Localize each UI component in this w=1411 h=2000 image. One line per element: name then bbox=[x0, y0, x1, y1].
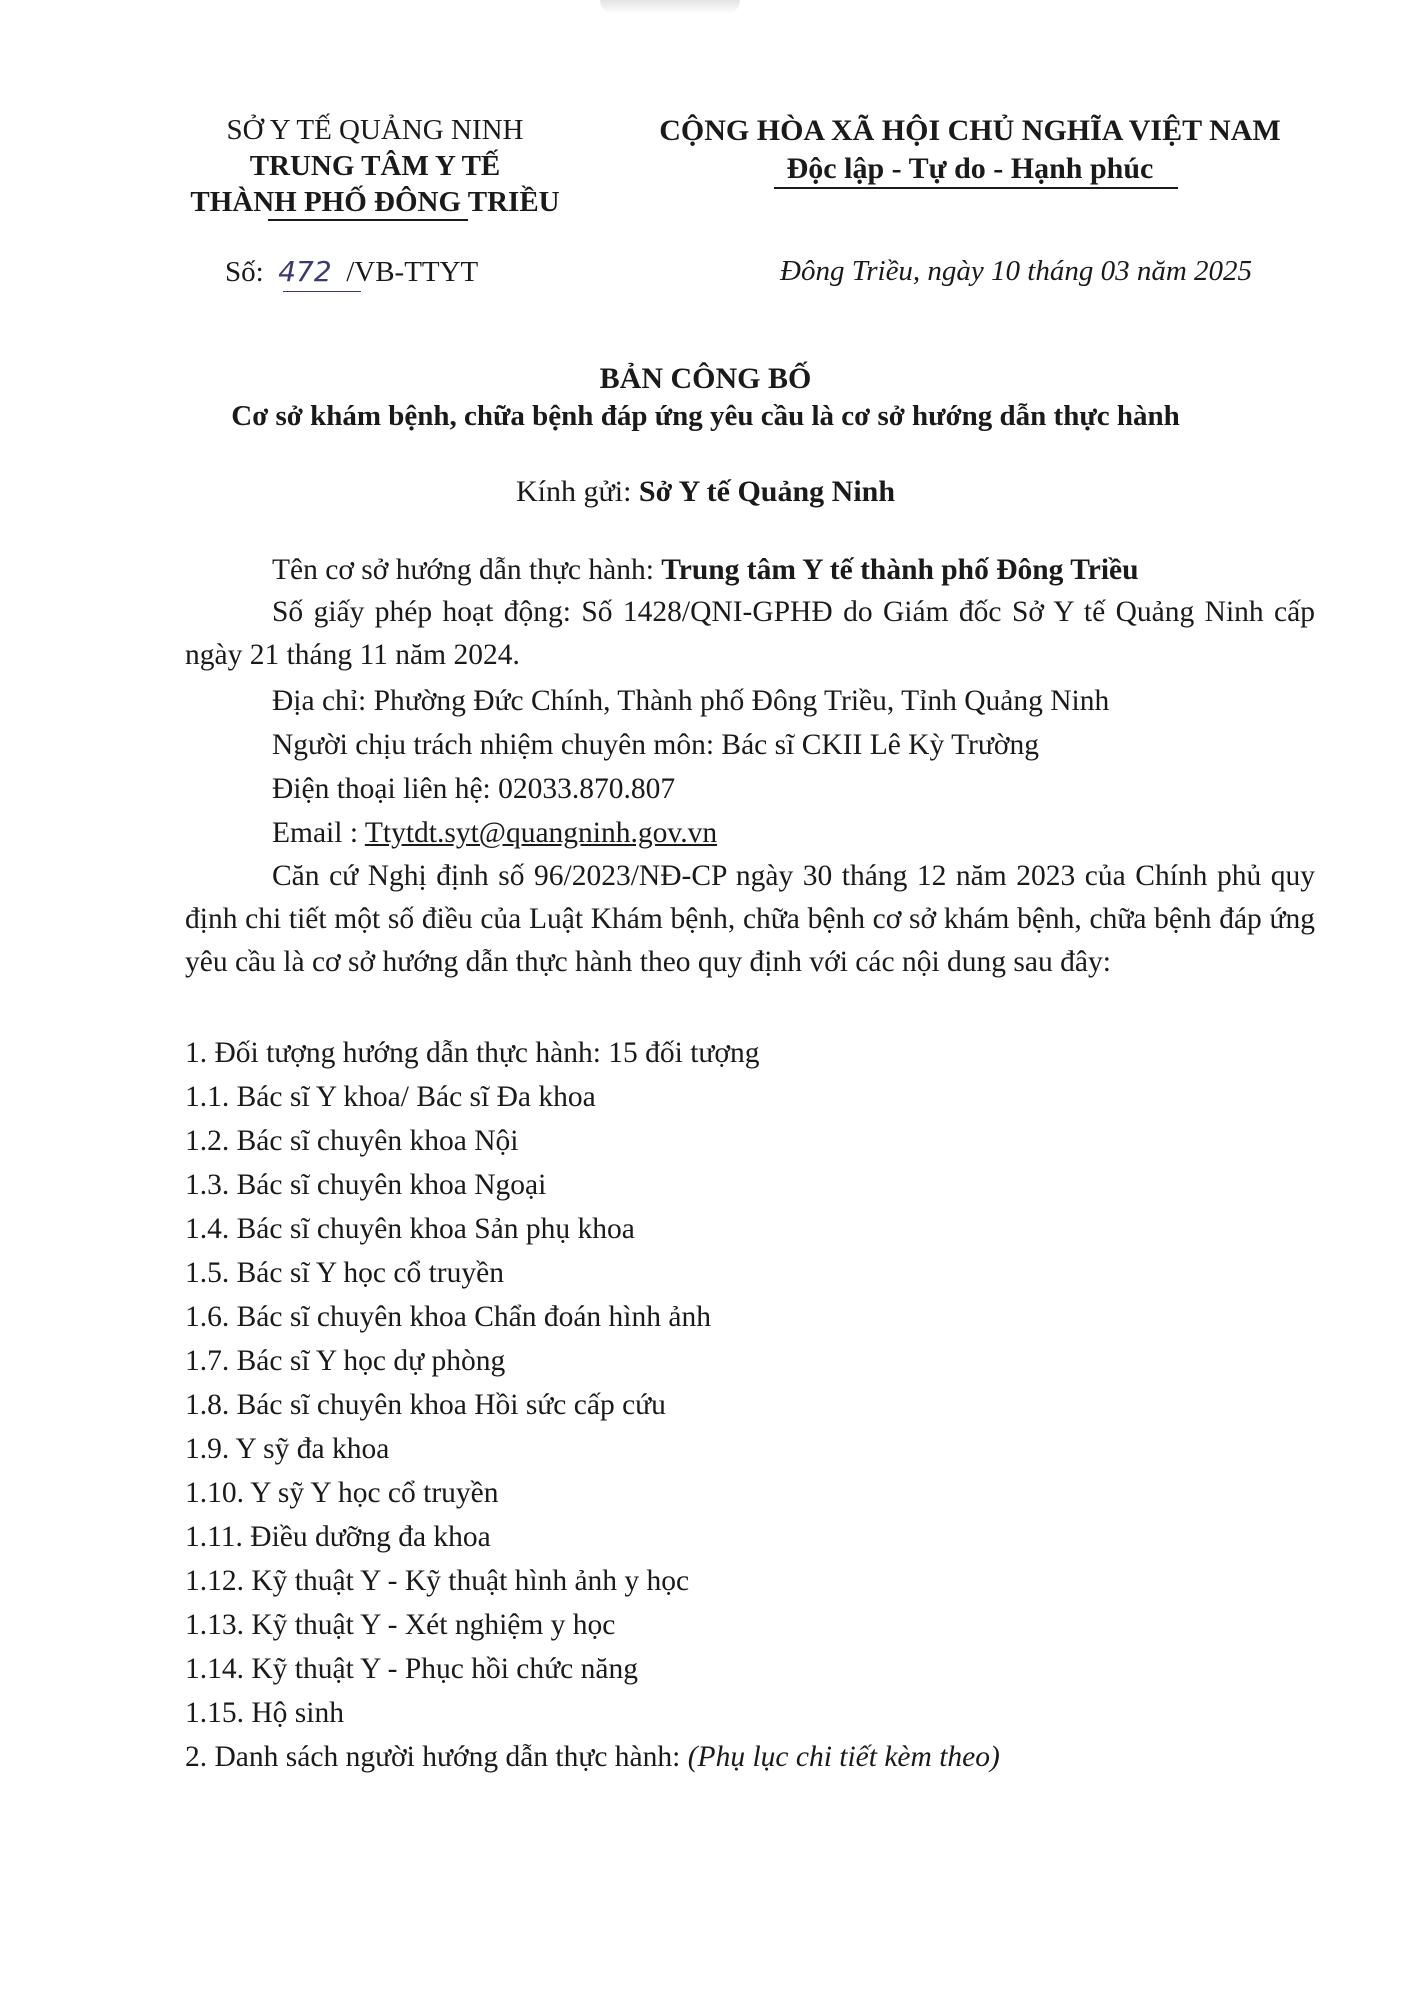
org-underline bbox=[268, 219, 468, 221]
list-item: 1.14. Kỹ thuật Y - Phục hồi chức năng bbox=[185, 1653, 638, 1685]
national-motto bbox=[640, 112, 1300, 188]
appendix-note: (Phụ lục chi tiết kèm theo) bbox=[687, 1741, 1000, 1773]
phone-line: Điện thoại liên hệ: 02033.870.807 bbox=[272, 773, 676, 805]
list-item: 1.13. Kỹ thuật Y - Xét nghiệm y học bbox=[185, 1609, 616, 1641]
handwritten-number: 472 bbox=[278, 255, 332, 288]
list-item: 1.4. Bác sĩ chuyên khoa Sản phụ khoa bbox=[185, 1213, 635, 1245]
document-date: Đông Triều, ngày 10 tháng 03 năm 2025 bbox=[780, 255, 1253, 287]
section-1-heading: 1. Đối tượng hướng dẫn thực hành: 15 đối tượng bbox=[185, 1037, 760, 1069]
list-item: 1.15. Hộ sinh bbox=[185, 1697, 344, 1729]
list-item: 1.2. Bác sĩ chuyên khoa Nội bbox=[185, 1125, 519, 1157]
number-underline bbox=[283, 291, 361, 292]
license-paragraph: Số giấy phép hoạt động: Số 1428/QNI-GPHĐ do Giám đốc Sở Y tế Quảng Ninh cấp ngày 21 tháng 11 năm 2024. bbox=[185, 596, 1315, 671]
responsible-person-line: Người chịu trách nhiệm chuyên môn: Bác sĩ CKII Lê Kỳ Trường bbox=[272, 729, 1039, 761]
list-item: 1.12. Kỹ thuật Y - Kỹ thuật hình ảnh y học bbox=[185, 1565, 690, 1597]
number-suffix: /VB-TTYT bbox=[346, 256, 479, 288]
email-label: Email : bbox=[272, 817, 359, 849]
facility-label: Tên cơ sở hướng dẫn thực hành: bbox=[272, 554, 654, 586]
scan-artifact bbox=[600, 0, 740, 14]
recipient-name: Sở Y tế Quảng Ninh bbox=[638, 475, 896, 508]
org-line-2: TRUNG TÂM Y TẾ bbox=[249, 150, 501, 182]
list-item: 1.7. Bác sĩ Y học dự phòng bbox=[185, 1345, 506, 1377]
email-line bbox=[272, 811, 717, 855]
recipient-line bbox=[0, 475, 1411, 509]
list-item: 1.8. Bác sĩ chuyên khoa Hồi sức cấp cứu bbox=[185, 1389, 666, 1421]
list-item: 1.9. Y sỹ đa khoa bbox=[185, 1433, 390, 1465]
list-item: 1.6. Bác sĩ chuyên khoa Chẩn đoán hình ảnh bbox=[185, 1301, 711, 1333]
address-line: Địa chỉ: Phường Đức Chính, Thành phố Đông Triều, Tỉnh Quảng Ninh bbox=[272, 685, 1110, 717]
list-item: 1.5. Bác sĩ Y học cổ truyền bbox=[185, 1257, 504, 1289]
country-name: CỘNG HÒA XÃ HỘI CHỦ NGHĨA VIỆT NAM bbox=[659, 114, 1281, 147]
list-item: 1.11. Điều dưỡng đa khoa bbox=[185, 1521, 491, 1553]
document-subtitle: Cơ sở khám bệnh, chữa bệnh đáp ứng yêu cầu là cơ sở hướng dẫn thực hành bbox=[231, 400, 1180, 432]
motto: Độc lập - Tự do - Hạnh phúc bbox=[786, 152, 1154, 185]
facility-name: Trung tâm Y tế thành phố Đông Triều bbox=[661, 554, 1139, 586]
motto-underline bbox=[774, 187, 1178, 189]
document-number bbox=[225, 255, 478, 289]
section-2-label: 2. Danh sách người hướng dẫn thực hành: bbox=[185, 1741, 681, 1773]
list-item: 1.1. Bác sĩ Y khoa/ Bác sĩ Đa khoa bbox=[185, 1081, 596, 1113]
legal-basis-paragraph: Căn cứ Nghị định số 96/2023/NĐ-CP ngày 30 tháng 12 năm 2023 của Chính phủ quy định chi tiết một số điều của Luật Khám bệnh, chữa bệnh cơ sở khám bệnh, chữa bệnh đáp ứng yêu cầu là cơ sở hướng dẫn thực hành theo quy định với các nội dung sau đây: bbox=[185, 860, 1315, 978]
org-line-1: SỞ Y TẾ QUẢNG NINH bbox=[226, 114, 524, 146]
org-line-3: THÀNH PHỐ ĐÔNG TRIỀU bbox=[190, 186, 560, 218]
number-prefix: Số: bbox=[225, 256, 264, 288]
list-item: 1.3. Bác sĩ chuyên khoa Ngoại bbox=[185, 1169, 547, 1201]
recipient-label: Kính gửi: bbox=[515, 475, 632, 508]
facility-line bbox=[272, 548, 1139, 592]
email-link[interactable]: Ttytdt.syt@quangninh.gov.vn bbox=[364, 817, 718, 849]
list-item: 1.10. Y sỹ Y học cổ truyền bbox=[185, 1477, 499, 1509]
document-title: BẢN CÔNG BỐ bbox=[599, 362, 812, 395]
section-2-heading bbox=[185, 1735, 1000, 1779]
issuing-organization bbox=[150, 112, 600, 220]
